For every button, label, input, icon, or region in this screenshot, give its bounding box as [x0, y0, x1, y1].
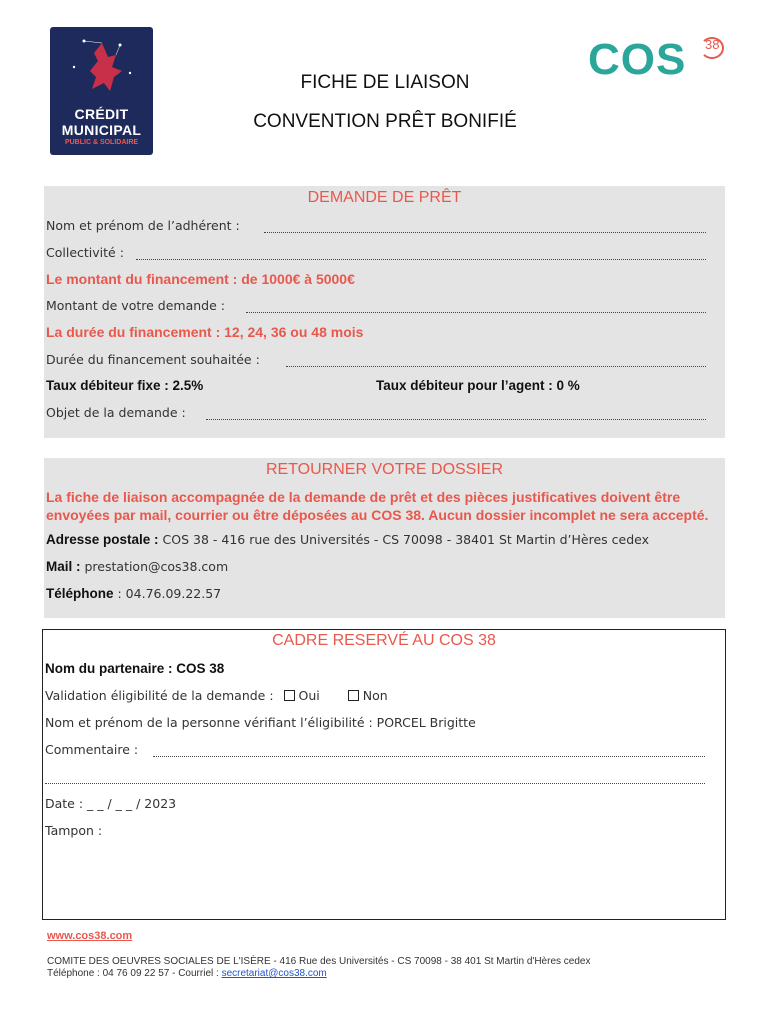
- commentaire-label: Commentaire :: [45, 742, 139, 757]
- logo-text-line2: MUNICIPAL: [61, 122, 142, 138]
- montant-field[interactable]: [46, 298, 706, 316]
- cos-logo-number: 38: [705, 37, 720, 52]
- montant-label: Montant de votre demande :: [46, 298, 225, 313]
- montant-note: Le montant du financement : de 1000€ à 5000€: [46, 271, 355, 287]
- non-checkbox[interactable]: [348, 690, 359, 701]
- retour-section: [44, 458, 725, 618]
- non-label: Non: [362, 688, 388, 703]
- adresse-value: COS 38 - 416 rue des Universités - CS 70098 - 38401 St Martin d’Hères cedex: [162, 532, 650, 547]
- date-field[interactable]: Date : _ _ / _ _ / 2023: [45, 796, 177, 811]
- fill-line: [264, 232, 706, 233]
- fill-line: [153, 756, 705, 757]
- duree-note: La durée du financement : 12, 24, 36 ou 48 mois: [46, 324, 364, 340]
- website-link[interactable]: www.cos38.com: [47, 930, 133, 942]
- section-heading: CADRE RESERVÉ AU COS 38: [272, 632, 496, 649]
- partenaire: Nom du partenaire : COS 38: [45, 661, 225, 676]
- collectivite-label: Collectivité :: [46, 245, 124, 260]
- tel-row: [46, 586, 706, 604]
- fill-line: [206, 419, 706, 420]
- adresse-row: [46, 532, 724, 550]
- commentaire-continuation[interactable]: [45, 769, 705, 787]
- verificateur: Nom et prénom de la personne vérifiant l’éligibilité : PORCEL Brigitte: [45, 715, 476, 730]
- notice-line-1: La fiche de liaison accompagnée de la demande de prêt et des pièces justificatives doivent être: [46, 489, 681, 505]
- adresse-label: Adresse postale :: [46, 532, 159, 547]
- duree-label: Durée du financement souhaitée :: [46, 352, 260, 367]
- oui-label: Oui: [298, 688, 320, 703]
- collectivite-field[interactable]: [46, 245, 706, 263]
- griffin-icon: [50, 27, 153, 107]
- notice-line-2: envoyées par mail, courrier ou être déposées au COS 38. Aucun dossier incomplet ne sera accepté.: [46, 507, 709, 523]
- objet-field[interactable]: [46, 405, 706, 423]
- logo-text-line1: CRÉDIT: [74, 106, 129, 122]
- taux-agent: Taux débiteur pour l’agent : 0 %: [376, 378, 580, 393]
- document-subtitle: CONVENTION PRÊT BONIFIÉ: [253, 111, 517, 132]
- tel-value: : 04.76.09.22.57: [117, 586, 222, 601]
- fill-line: [45, 783, 705, 784]
- duree-field[interactable]: [46, 352, 706, 370]
- footer-contact: [47, 968, 327, 979]
- oui-checkbox[interactable]: [284, 690, 295, 701]
- footer-email-link[interactable]: secretariat@cos38.com: [221, 968, 327, 979]
- nom-field[interactable]: [46, 218, 706, 236]
- cos-logo-word: COS: [588, 35, 687, 84]
- section-heading: RETOURNER VOTRE DOSSIER: [265, 461, 504, 478]
- objet-label: Objet de la demande :: [46, 405, 186, 420]
- logo-text-line3: PUBLIC & SOLIDAIRE: [64, 139, 139, 146]
- credit-municipal-logo: [50, 27, 153, 155]
- fill-line: [246, 312, 706, 313]
- footer-address: COMITE DES OEUVRES SOCIALES DE L'ISÈRE - 416 Rue des Universités - CS 70098 - 38 401 St Martin d'Hères cedex: [47, 956, 591, 967]
- commentaire-field[interactable]: [45, 742, 705, 760]
- tel-label: Téléphone: [46, 586, 114, 601]
- demande-section: [44, 186, 725, 438]
- cos38-logo: [588, 35, 728, 95]
- mail-value[interactable]: prestation@cos38.com: [84, 559, 229, 574]
- footer-phone: Téléphone : 04 76 09 22 57 - Courriel :: [47, 968, 219, 979]
- fill-line: [286, 366, 706, 367]
- validation-label: Validation éligibilité de la demande :: [45, 688, 274, 703]
- mail-label: Mail :: [46, 559, 81, 574]
- taux-fixe: Taux débiteur fixe : 2.5%: [46, 378, 204, 393]
- mail-row: [46, 559, 706, 577]
- document-title: FICHE DE LIAISON: [300, 72, 470, 93]
- fill-line: [136, 259, 706, 260]
- tampon-label: Tampon :: [45, 823, 103, 838]
- validation-row: [45, 688, 705, 706]
- section-heading: DEMANDE DE PRÊT: [307, 189, 462, 206]
- nom-label: Nom et prénom de l’adhérent :: [46, 218, 240, 233]
- cadre-section: [42, 629, 726, 920]
